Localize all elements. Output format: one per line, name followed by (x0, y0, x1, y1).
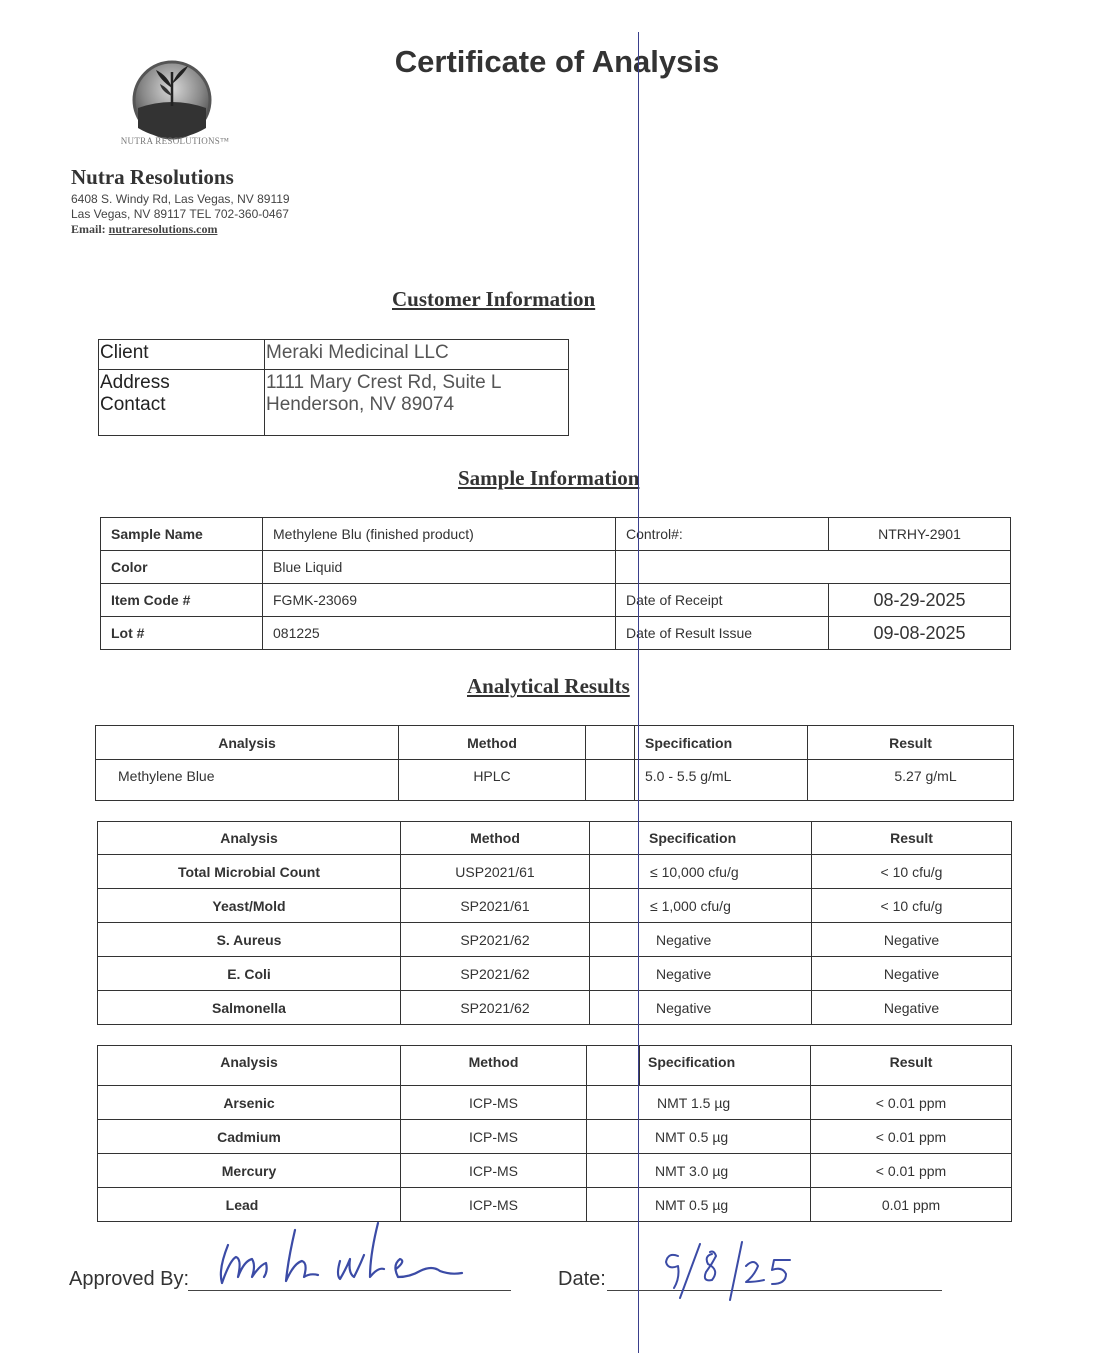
header-result: Result (811, 1046, 1012, 1086)
company-address-line2: Las Vegas, NV 89117 TEL 702-360-0467 (71, 207, 289, 221)
analytical-results-heading: Analytical Results (467, 674, 630, 698)
cell-result: Negative (812, 957, 1012, 991)
company-name: Nutra Resolutions (71, 165, 234, 189)
address-value-cell (265, 370, 569, 436)
table-row (98, 957, 1012, 991)
header-result: Result (812, 822, 1012, 855)
cell-method: USP2021/61 (401, 855, 590, 889)
cell-spec: NMT 3.0 µg (587, 1154, 811, 1188)
item-code-value: FGMK-23069 (263, 584, 616, 617)
color-value: Blue Liquid (263, 551, 616, 584)
address-contact-label-cell (99, 370, 265, 436)
address-value-line2: Henderson, NV 89074 (266, 394, 455, 415)
potency-analysis: Methylene Blue (96, 760, 399, 801)
cell-spec: ≤ 10,000 cfu/g (590, 855, 812, 889)
header-spacer (586, 726, 635, 760)
cell-analysis: Mercury (98, 1154, 401, 1188)
cell-method: ICP-MS (401, 1188, 587, 1222)
cell-spec: NMT 0.5 µg (587, 1188, 811, 1222)
potency-header-row (96, 726, 1014, 760)
address-row (99, 370, 569, 436)
cell-method: ICP-MS (401, 1154, 587, 1188)
header-specification: Specification (640, 1046, 811, 1086)
potency-spec: 5.0 - 5.5 g/mL (635, 760, 808, 801)
cell-result: Negative (812, 991, 1012, 1025)
control-value: NTRHY-2901 (829, 518, 1011, 551)
table-row (98, 923, 1012, 957)
handwritten-date (650, 1238, 820, 1303)
customer-info-heading: Customer Information (392, 287, 596, 311)
customer-info-table (98, 339, 569, 436)
cell-method: SP2021/62 (401, 991, 590, 1025)
address-value-line1: 1111 Mary Crest Rd, Suite L (266, 372, 502, 393)
header-method: Method (401, 822, 590, 855)
header-specification: Specification (635, 726, 808, 760)
table-row (98, 855, 1012, 889)
cell-result: < 0.01 ppm (811, 1086, 1012, 1120)
table-row (98, 889, 1012, 923)
cell-spec: NMT 0.5 µg (587, 1120, 811, 1154)
cell-method: ICP-MS (401, 1120, 587, 1154)
lot-row (101, 617, 1011, 650)
sample-name-row (101, 518, 1011, 551)
cell-spec: ≤ 1,000 cfu/g (590, 889, 812, 923)
microbial-table (97, 821, 1012, 1025)
potency-method: HPLC (399, 760, 586, 801)
issue-label: Date of Result Issue (616, 617, 829, 650)
metals-header-row (98, 1046, 1012, 1086)
control-label: Control#: (616, 518, 829, 551)
potency-spacer (586, 760, 635, 801)
cell-analysis: Arsenic (98, 1086, 401, 1120)
lot-label: Lot # (101, 617, 263, 650)
scan-artifact-line (638, 32, 639, 1353)
header-method: Method (399, 726, 586, 760)
table-row (96, 760, 1014, 801)
cell-method: SP2021/62 (401, 957, 590, 991)
cell-result: 0.01 ppm (811, 1188, 1012, 1222)
color-empty-cell (616, 551, 1011, 584)
header-method: Method (401, 1046, 587, 1086)
logo-wordmark: NUTRA RESOLUTIONS™ (120, 136, 230, 146)
sample-info-table (100, 517, 1011, 650)
client-row (99, 340, 569, 370)
cell-result: < 0.01 ppm (811, 1120, 1012, 1154)
cell-spec: Negative (590, 923, 812, 957)
company-address-line1: 6408 S. Windy Rd, Las Vegas, NV 89119 (71, 192, 290, 206)
table-row (98, 1086, 1012, 1120)
cell-result: < 10 cfu/g (812, 889, 1012, 923)
color-label: Color (101, 551, 263, 584)
potency-result: 5.27 g/mL (808, 760, 1014, 801)
client-value: Meraki Medicinal LLC (265, 340, 569, 370)
table-row (98, 1154, 1012, 1188)
cell-analysis: Cadmium (98, 1120, 401, 1154)
table-row (98, 991, 1012, 1025)
cell-method: ICP-MS (401, 1086, 587, 1120)
header-analysis: Analysis (98, 1046, 401, 1086)
approved-by-label: Approved By: (69, 1268, 190, 1290)
color-row (101, 551, 1011, 584)
table-row (98, 1120, 1012, 1154)
email-label: Email: (71, 222, 109, 236)
handwritten-signature (200, 1215, 500, 1295)
cell-result: Negative (812, 923, 1012, 957)
cell-analysis: Salmonella (98, 991, 401, 1025)
email-link[interactable]: nutraresolutions.com (108, 222, 218, 236)
address-label: Address (100, 372, 170, 393)
potency-table (95, 725, 1014, 801)
company-logo (130, 58, 214, 142)
sample-name-label: Sample Name (101, 518, 263, 551)
item-code-row (101, 584, 1011, 617)
receipt-value: 08-29-2025 (829, 584, 1011, 617)
sample-info-heading: Sample Information (458, 466, 640, 490)
cell-spec: Negative (590, 957, 812, 991)
cell-result: < 0.01 ppm (811, 1154, 1012, 1188)
contact-label: Contact (100, 394, 166, 415)
header-spacer (587, 1046, 640, 1086)
cell-analysis: Lead (98, 1188, 401, 1222)
cell-spec: NMT 1.5 µg (587, 1086, 811, 1120)
date-label: Date: (558, 1268, 606, 1290)
sample-name-value: Methylene Blu (finished product) (263, 518, 616, 551)
cell-result: < 10 cfu/g (812, 855, 1012, 889)
client-label: Client (99, 340, 265, 370)
company-email (71, 222, 217, 237)
header-analysis: Analysis (96, 726, 399, 760)
cell-analysis: S. Aureus (98, 923, 401, 957)
cell-analysis: E. Coli (98, 957, 401, 991)
receipt-label: Date of Receipt (616, 584, 829, 617)
cell-analysis: Yeast/Mold (98, 889, 401, 923)
header-result: Result (808, 726, 1014, 760)
header-spacer (590, 822, 639, 855)
cell-spec: Negative (590, 991, 812, 1025)
lot-value: 081225 (263, 617, 616, 650)
cell-analysis: Total Microbial Count (98, 855, 401, 889)
document-title: Certificate of Analysis (394, 44, 720, 79)
cell-method: SP2021/61 (401, 889, 590, 923)
header-analysis: Analysis (98, 822, 401, 855)
micro-header-row (98, 822, 1012, 855)
heavy-metals-table (97, 1045, 1012, 1222)
issue-value: 09-08-2025 (829, 617, 1011, 650)
cell-method: SP2021/62 (401, 923, 590, 957)
item-code-label: Item Code # (101, 584, 263, 617)
header-specification: Specification (639, 822, 812, 855)
